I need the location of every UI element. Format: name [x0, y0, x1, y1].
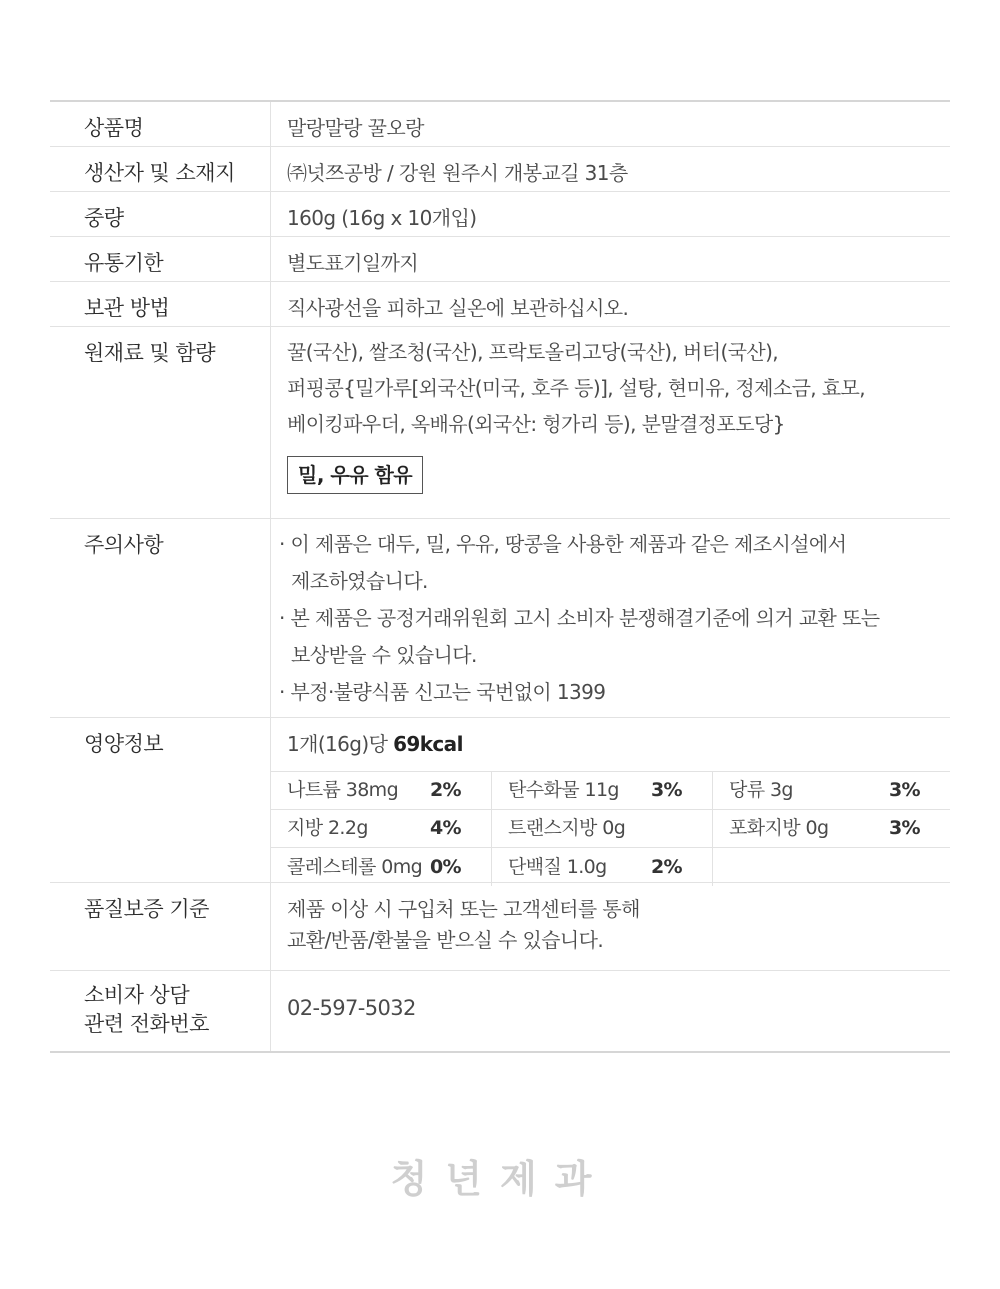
nutrient-name: 지방 2.2g [287, 817, 368, 839]
serving-size: 1개(16g)당 [287, 732, 388, 756]
nutrition-grid [271, 771, 950, 886]
nutrient-cell [271, 810, 492, 848]
row-label: 영양정보 [50, 718, 271, 882]
quality-value [271, 883, 950, 970]
nutrient-name: 탄수화물 11g [508, 779, 619, 801]
nutrient-percent: 4% [429, 817, 461, 839]
nutrient-percent: 2% [429, 779, 461, 801]
nutrient-name: 당류 3g [729, 779, 793, 801]
contact-label-line: 관련 전화번호 [84, 1012, 209, 1036]
nutrient-name: 트랜스지방 0g [508, 817, 626, 839]
row-label: 중량 [50, 192, 271, 236]
quality-line: 제품 이상 시 구입처 또는 고객센터를 통해 [287, 897, 640, 921]
row-producer [50, 147, 950, 192]
row-quality [50, 883, 950, 971]
row-caution [50, 519, 950, 718]
ingredients-line: 꿀(국산), 쌀조청(국산), 프락토올리고당(국산), 버터(국산), [287, 340, 779, 364]
contact-label-line: 소비자 상담 [84, 983, 190, 1007]
brand-logo-text: 청년제과 [390, 1157, 610, 1201]
caution-line: · 부정·불량식품 신고는 국번없이 1399 [279, 680, 606, 704]
calorie-amount: 69kcal [393, 732, 463, 756]
nutrient-cell [713, 772, 950, 810]
nutrient-percent: 3% [888, 817, 920, 839]
nutrient-name: 콜레스테롤 0mg [287, 855, 423, 878]
quality-line: 교환/반품/환불을 받으실 수 있습니다. [287, 928, 604, 952]
row-value: ㈜넛쯔공방 / 강원 원주시 개봉교길 31층 [287, 161, 628, 185]
row-ingredients [50, 327, 950, 519]
allergen-badge: 밀, 우유 함유 [287, 456, 423, 494]
ingredients-value [271, 327, 950, 518]
row-value: 별도표기일까지 [287, 251, 419, 275]
row-expiry [50, 237, 950, 282]
product-info-table [50, 100, 950, 1053]
row-label [50, 971, 271, 1051]
nutrient-name: 단백질 1.0g [508, 855, 607, 878]
caution-line: 보상받을 수 있습니다. [291, 643, 477, 667]
nutrient-name: 나트륨 38mg [287, 779, 399, 801]
row-contact [50, 971, 950, 1051]
nutrition-value [271, 718, 950, 882]
nutrient-name: 포화지방 0g [729, 817, 829, 839]
caution-value [271, 519, 950, 717]
nutrient-percent: 3% [888, 779, 920, 801]
calorie-line [287, 729, 950, 771]
nutrient-percent: 0% [429, 855, 461, 878]
ingredients-line: 베이킹파우더, 옥배유(외국산: 헝가리 등), 분말결정포도당} [287, 412, 785, 436]
nutrient-percent: 2% [650, 855, 682, 878]
nutrient-cell [492, 810, 713, 848]
row-nutrition [50, 718, 950, 883]
nutrient-cell [492, 772, 713, 810]
row-label: 원재료 및 함량 [50, 327, 271, 518]
caution-line: · 본 제품은 공정거래위원회 고시 소비자 분쟁해결기준에 의거 교환 또는 [279, 606, 880, 630]
row-label: 상품명 [50, 102, 271, 146]
row-product-name [50, 102, 950, 147]
caution-line: 제조하였습니다. [291, 569, 428, 593]
phone-number: 02-597-5032 [287, 996, 416, 1020]
nutrient-cell [271, 772, 492, 810]
nutrient-cell [271, 848, 492, 886]
row-label: 주의사항 [50, 519, 271, 717]
row-value: 직사광선을 피하고 실온에 보관하십시오. [287, 296, 629, 320]
nutrient-cell-empty [713, 848, 950, 886]
row-label: 보관 방법 [50, 282, 271, 326]
ingredients-line: 퍼핑콩{밀가루[외국산(미국, 호주 등)], 설탕, 현미유, 정제소금, 효모, [287, 376, 866, 400]
nutrient-cell [713, 810, 950, 848]
row-label: 생산자 및 소재지 [50, 147, 271, 191]
row-value: 말랑말랑 꿀오랑 [287, 116, 424, 140]
nutrient-cell [492, 848, 713, 886]
row-storage [50, 282, 950, 327]
row-value: 160g (16g x 10개입) [287, 206, 477, 230]
row-label: 유통기한 [50, 237, 271, 281]
row-label: 품질보증 기준 [50, 883, 271, 970]
caution-line: · 이 제품은 대두, 밀, 우유, 땅콩을 사용한 제품과 같은 제조시설에서 [279, 532, 847, 556]
nutrient-percent: 3% [650, 779, 682, 801]
row-weight [50, 192, 950, 237]
